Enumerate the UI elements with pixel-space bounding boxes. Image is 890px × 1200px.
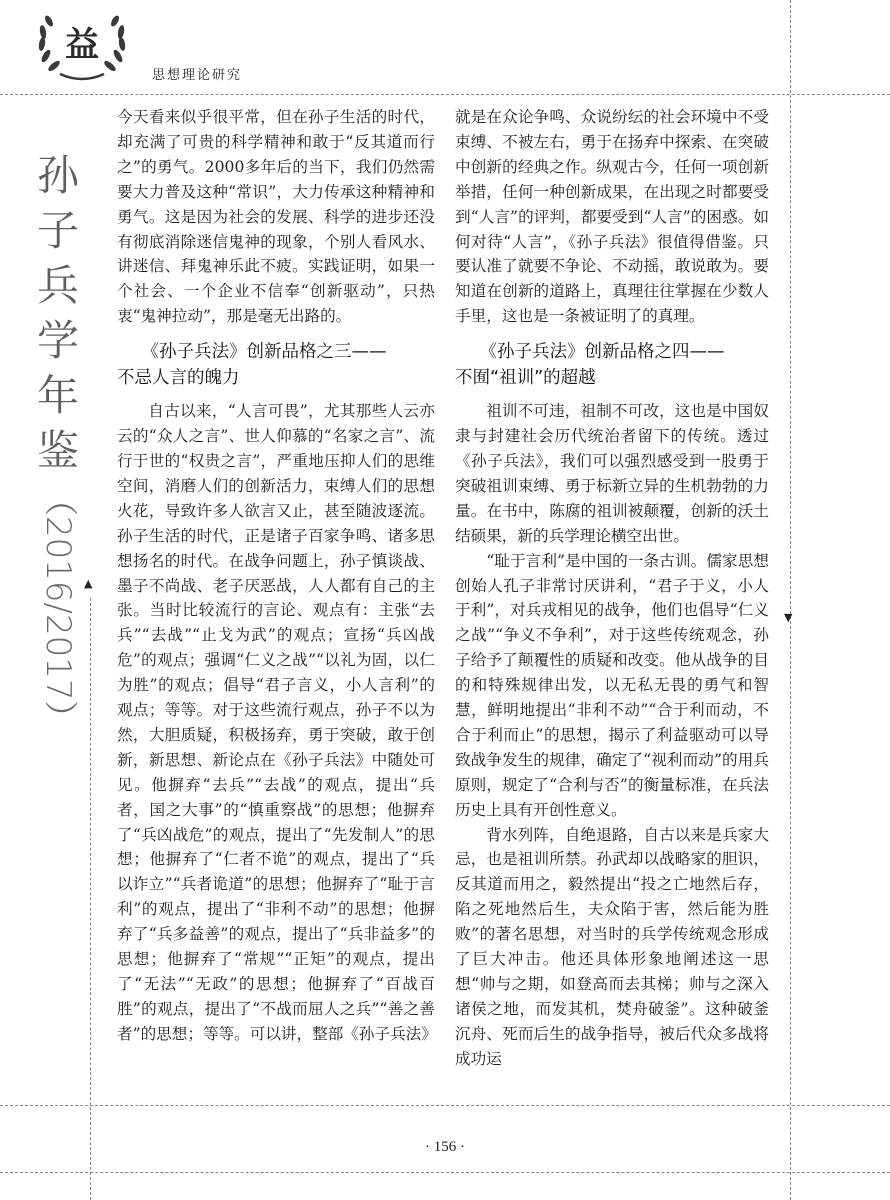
heading-line: 不囿“祖训”的超越 [455, 368, 596, 389]
body-paragraph: “耻于言利”是中国的一条古训。儒家思想创始人孔子非常讨厌讲利，“君子于义，小人于利”，对兵戎相见的战争，他们也倡导“仁义之战”“争义不争利”，对于这些传统观念，孙子给予了颠覆性的质疑和改变。他从战争的目的和特殊规律出发，以无私无畏的勇气和智慧，鲜明地提出“非利不动”“合于利而动，不合于利而止”的思想，揭示了利益驱动可以导致战争发生的规律，确定了“视利而动”的用兵原则，规定了“合利与否”的衡量标准，在兵法历史上具有开创性意义。 [455, 551, 769, 819]
heading-line: 不忌人言的魄力 [117, 368, 240, 389]
heading-line: 《孙子兵法》创新品格之四—— [479, 342, 725, 363]
body-paragraph: 自古以来，“人言可畏”，尤其那些人云亦云的“众人之言”、世人仰慕的“名家之言”、流行于世的“权贵之言”，严重地压抑人们的思维空间，消磨人们的创新活力，束缚人们的思想火花，导致许多人欲言又止，甚至随波逐流。孙子生活的时代，正是诸子百家争鸣、诸多思想扬名的时代。在战争问题上，孙子慎谈战、墨子不尚战、老子厌恶战，人人都有自己的主张。当时比较流行的言论、观点有：主张“去兵”“去战”“止戈为武”的观点；宣扬“兵凶战危”的观点；强调“仁义之战”“以礼为固，以仁为胜”的观点；倡导“君子言义，小人言利”的观点；等等。对于这些流行观点，孙子不以为然，大胆质疑，积极扬弃，勇于突破，敢于创新，新思想、新论点在《孙子兵法》中随处可见。他摒弃“去兵”“去战”的观点，提出“兵者，国之大事”的“慎重察战”的思想；他摒弃了“兵凶战危”的观点，提出了“先发制人”的思想；他摒弃了“仁者不诡”的观点，提出了“兵以诈立”“兵者诡道”的思想；他摒弃了“耻于言利”的观点，提出了“非利不动”的思想；他摒弃了“兵多益善”的观点，提出了“兵非益多”的思想；他摒弃了“常规”“正矩”的观点，提出了“无法”“无政”的思想；他摒弃了“百战百胜”的观点，提出了“不战而屈人之兵”“善之善者”的思想；等等。可以讲，整部《孙子兵法》 [117, 402, 437, 1043]
up-arrow-icon: ▲ [84, 577, 93, 590]
laurel-wreath-emblem-icon [30, 6, 134, 86]
right-text-column [455, 105, 769, 1072]
side-title-char: 学 [36, 316, 79, 365]
left-text-column [117, 105, 435, 1047]
logo-character: 益 [65, 25, 99, 65]
down-arrow-icon: ▼ [784, 611, 793, 624]
yearbook-side-title [30, 148, 86, 735]
footer-dashed-rule [0, 1105, 890, 1106]
body-paragraph: 祖训不可违，祖制不可改，这也是中国奴隶与封建社会历代统治者留下的传统。透过《孙子兵法》，我们可以强烈感受到一股勇于突破祖训束缚、勇于标新立异的生机勃勃的力量。在书中，陈腐的祖训被颠覆，创新的沃土结硕果，新的兵学理论横空出世。 [455, 402, 769, 545]
body-paragraph: 今天看来似乎很平常，但在孙子生活的时代，却充满了可贵的科学精神和敢于“反其道而行之”的勇气。2000多年后的当下，我们仍然需要大力普及这种“常识”，大力传承这种精神和勇气。这是因为社会的发展、科学的进步还没有彻底消除迷信鬼神的现象，个别人看风水、讲迷信、拜鬼神乐此不疲。实践证明，如果一个社会、一个企业不信奉“创新驱动”，只热衷“鬼神拉动”，那是毫无出路的。 [117, 108, 435, 326]
side-title-char: 兵 [36, 261, 79, 310]
side-title-char: 鉴 [36, 426, 79, 475]
body-paragraph: 背水列阵，自绝退路，自古以来是兵家大忌，也是祖训所禁。孙武却以战略家的胆识，反其道而用之，毅然提出“投之亡地然后存，陷之死地然后生，夫众陷于害，然后能为胜败”的著名思想，对当时的兵学传统观念形成了巨大冲击。他还具体形象地阐述这一思想“帅与之期，如登高而去其梯；帅与之深入诸侯之地，而发其机，焚舟破釜”。这种破釜沉舟、死而后生的战争指导，被后代众多战将成功运 [455, 825, 769, 1068]
side-title-year: （2016/2017） [38, 482, 78, 735]
section-heading-4 [455, 339, 769, 391]
section-label: 思想理论研究 [152, 68, 243, 83]
body-paragraph: 就是在众论争鸣、众说纷纭的社会环境中不受束缚、不被左右，勇于在扬弃中探索、在突破中创新的经典之作。纵观古今，任何一项创新举措，任何一种创新成果，在出现之时都要受到“人言”的评判，都要受到“人言”的困惑。如何对待“人言”，《孙子兵法》很值得借鉴。只要认准了就要不争论、不动摇，敢说敢为。要知道在创新的道路上，真理往往掌握在少数人手里，这也是一条被证明了的真理。 [455, 108, 769, 326]
left-margin-dashed-line [90, 598, 91, 1200]
side-title-char: 年 [36, 371, 79, 420]
right-margin-dashed-line [790, 0, 791, 1200]
header-dashed-rule [0, 94, 890, 95]
side-title-char: 子 [36, 206, 79, 255]
page-number: · 156 · [425, 1139, 465, 1155]
bottom-dashed-rule [0, 1172, 890, 1173]
section-heading-3 [117, 339, 435, 391]
side-title-char: 孙 [36, 151, 79, 200]
heading-line: 《孙子兵法》创新品格之三—— [141, 342, 387, 363]
